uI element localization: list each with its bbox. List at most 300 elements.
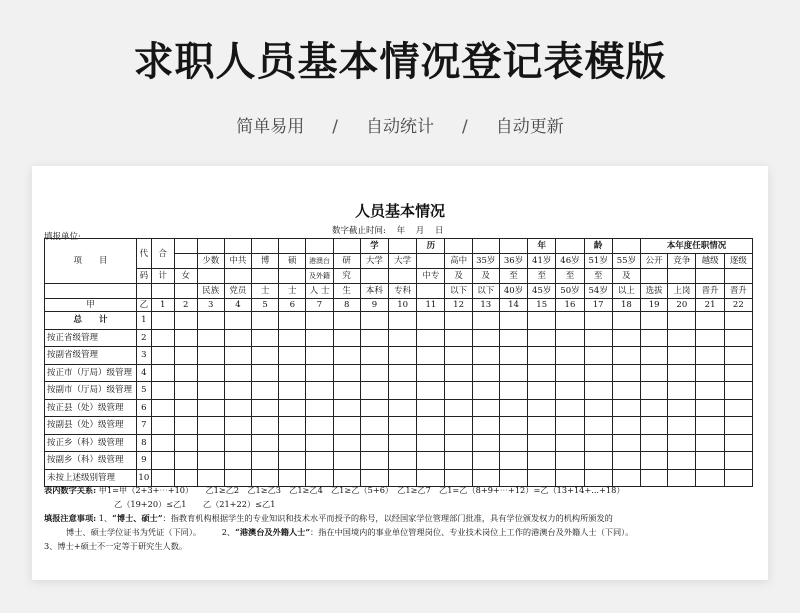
column-number: 2 [174,299,197,312]
column-number: 乙 [137,299,152,312]
data-cell[interactable] [279,399,306,417]
data-cell[interactable] [499,434,527,452]
fill-1-text: ：指教育机构根据学生的专业知识和技术水平而授予的称号，以经国家学位管理部门批准，具有学位颁发权力的机构所颁发的 [162,513,613,523]
data-cell[interactable] [445,452,472,470]
column-number: 21 [696,299,724,312]
data-cell[interactable] [528,399,556,417]
data-cell[interactable] [389,452,417,470]
data-cell[interactable] [499,399,527,417]
row-label: 按正县（处）级管理 [45,399,137,417]
col-compete-top: 竞争 [668,254,696,269]
col-doctor-top: 博 [252,254,279,269]
data-cell[interactable] [252,329,279,347]
fill-2-term: “港澳台及外籍人士” [235,527,311,537]
data-cell[interactable] [417,364,445,382]
data-cell[interactable] [360,329,388,347]
data-cell[interactable] [389,329,417,347]
data-cell[interactable] [556,347,584,365]
data-cell[interactable] [499,347,527,365]
data-cell[interactable] [724,452,752,470]
column-number: 9 [360,299,388,312]
col-highschool-mid: 及 [445,269,472,284]
data-cell[interactable] [197,347,224,365]
data-cell[interactable] [417,329,445,347]
data-cell[interactable] [174,452,197,470]
data-cell[interactable] [499,417,527,435]
data-cell[interactable] [556,434,584,452]
data-cell[interactable] [584,399,612,417]
col-open-top: 公开 [641,254,668,269]
data-cell[interactable] [360,382,388,400]
data-cell[interactable] [360,347,388,365]
data-cell[interactable] [612,417,640,435]
data-cell[interactable] [556,329,584,347]
data-cell[interactable] [641,364,668,382]
data-cell[interactable] [528,312,556,330]
data-cell[interactable] [612,382,640,400]
table-row [45,399,753,417]
col-age36-top: 36岁 [499,254,527,269]
data-cell[interactable] [389,312,417,330]
col-step-bottom: 晋升 [724,284,752,299]
data-cell[interactable] [389,364,417,382]
row-code: 6 [137,399,152,417]
col-age36-bottom: 40岁 [499,284,527,299]
data-cell[interactable] [472,399,499,417]
data-cell[interactable] [224,399,251,417]
col-foreign-top: 港澳台 [306,254,333,269]
data-cell[interactable] [641,382,668,400]
data-cell[interactable] [668,329,696,347]
data-cell[interactable] [556,452,584,470]
data-cell[interactable] [641,312,668,330]
data-cell[interactable] [641,452,668,470]
data-cell[interactable] [445,364,472,382]
col-postgrad-mid: 究 [333,269,360,284]
table-row [45,329,753,347]
data-cell[interactable] [151,399,174,417]
data-cell[interactable] [333,347,360,365]
data-cell[interactable] [612,312,640,330]
data-cell[interactable] [417,452,445,470]
data-cell[interactable] [151,312,174,330]
col-party-top: 中共 [224,254,251,269]
total-header-bottom: 计 [151,269,174,284]
data-cell[interactable] [668,382,696,400]
data-cell[interactable] [197,399,224,417]
row-label: 总 计 [45,312,137,330]
data-rows [45,312,753,487]
data-cell[interactable] [556,382,584,400]
data-cell[interactable] [360,364,388,382]
data-cell[interactable] [279,417,306,435]
row-label: 按副县（处）级管理 [45,417,137,435]
data-cell[interactable] [279,329,306,347]
data-cell[interactable] [668,312,696,330]
data-cell[interactable] [360,417,388,435]
col-age46-mid: 至 [556,269,584,284]
col-age55-mid: 及 [612,269,640,284]
data-cell[interactable] [174,399,197,417]
data-cell[interactable] [668,452,696,470]
data-cell[interactable] [279,452,306,470]
fill-1-prefix: 1、 [98,513,113,523]
data-cell[interactable] [197,382,224,400]
data-cell[interactable] [224,364,251,382]
data-cell[interactable] [306,382,333,400]
data-cell[interactable] [306,312,333,330]
data-cell[interactable] [252,417,279,435]
column-number: 5 [252,299,279,312]
data-cell[interactable] [306,364,333,382]
data-cell[interactable] [584,312,612,330]
row-label: 按副市（厅局）级管理 [45,382,137,400]
data-cell[interactable] [696,399,724,417]
fill-note-1-cont [44,525,756,539]
data-cell[interactable] [724,382,752,400]
poster-title: 求职人员基本情况登记表模版 [133,39,667,85]
column-number-row [45,299,753,312]
col-female: 女 [174,269,197,284]
data-cell[interactable] [445,417,472,435]
data-cell[interactable] [668,399,696,417]
data-cell[interactable] [641,347,668,365]
data-cell[interactable] [279,382,306,400]
data-cell[interactable] [333,364,360,382]
fill-1-term: “博士、硕士” [112,513,163,523]
total-header-top: 合 [151,239,174,269]
data-cell[interactable] [499,364,527,382]
data-cell[interactable] [641,399,668,417]
data-cell[interactable] [612,434,640,452]
col-master-top: 硕 [279,254,306,269]
data-cell[interactable] [151,364,174,382]
data-cell[interactable] [696,329,724,347]
data-cell[interactable] [445,382,472,400]
data-cell[interactable] [360,312,388,330]
data-cell[interactable] [612,399,640,417]
data-cell[interactable] [584,329,612,347]
data-cell[interactable] [584,452,612,470]
data-cell[interactable] [174,329,197,347]
data-cell[interactable] [472,329,499,347]
data-cell[interactable] [724,434,752,452]
data-cell[interactable] [306,347,333,365]
data-cell[interactable] [556,399,584,417]
col-doctor-bottom: 士 [252,284,279,299]
data-cell[interactable] [224,329,251,347]
fill-2-text: ：指在中国境内的事业单位管理岗位、专业技术岗位上工作的港澳台及外籍人士（下同）。 [310,527,634,537]
data-cell[interactable] [472,434,499,452]
data-cell[interactable] [224,347,251,365]
appointment-group: 本年度任职情况 [641,239,753,254]
table-row [45,312,753,330]
data-cell[interactable] [528,434,556,452]
fill-2-prefix: 2、 [221,527,236,537]
data-cell[interactable] [499,329,527,347]
column-number: 11 [417,299,445,312]
data-cell[interactable] [224,452,251,470]
feature-tagline [0,112,800,137]
data-cell[interactable] [224,312,251,330]
data-cell[interactable] [279,364,306,382]
col-highschool-top: 高中 [445,254,472,269]
data-cell[interactable] [499,452,527,470]
col-bachelor-bottom: 本科 [360,284,388,299]
personnel-table [44,238,753,487]
data-cell[interactable] [556,417,584,435]
data-cell[interactable] [333,312,360,330]
data-cell[interactable] [641,329,668,347]
col-age51-bottom: 54岁 [584,284,612,299]
data-cell[interactable] [612,364,640,382]
data-cell[interactable] [584,364,612,382]
data-cell[interactable] [306,417,333,435]
cutoff-day: 日 [435,226,444,236]
data-cell[interactable] [696,417,724,435]
col-age55-bottom: 以上 [612,284,640,299]
data-cell[interactable] [151,382,174,400]
row-label: 按正省级管理 [45,329,137,347]
data-cell[interactable] [696,347,724,365]
data-cell[interactable] [333,452,360,470]
data-cell[interactable] [612,329,640,347]
data-cell[interactable] [174,364,197,382]
data-cell[interactable] [528,452,556,470]
fill-note-1 [44,511,756,525]
data-cell[interactable] [197,434,224,452]
row-code: 1 [137,312,152,330]
data-cell[interactable] [472,417,499,435]
data-cell[interactable] [360,399,388,417]
data-cell[interactable] [724,399,752,417]
data-cell[interactable] [417,434,445,452]
data-cell[interactable] [306,452,333,470]
data-cell[interactable] [584,417,612,435]
data-cell[interactable] [252,399,279,417]
document-title: 人员基本情况 [354,202,445,220]
data-cell[interactable] [641,434,668,452]
data-cell[interactable] [724,312,752,330]
data-cell[interactable] [333,329,360,347]
notes-section [44,483,756,553]
data-cell[interactable] [252,434,279,452]
row-code: 3 [137,347,152,365]
feature-auto-stats: 自动统计 [366,117,434,137]
separator: / [462,117,468,137]
age-group-right: 龄 [584,239,612,254]
code-header-top: 代 [137,239,152,269]
table-row [45,347,753,365]
data-cell[interactable] [333,417,360,435]
data-cell[interactable] [612,452,640,470]
data-cell[interactable] [499,382,527,400]
data-cell[interactable] [445,312,472,330]
data-cell[interactable] [724,364,752,382]
col-college-top: 大学 [389,254,417,269]
column-number: 甲 [45,299,137,312]
table-row [45,452,753,470]
data-cell[interactable] [174,312,197,330]
data-cell[interactable] [306,329,333,347]
table-row [45,382,753,400]
col-postgrad-bottom: 生 [333,284,360,299]
data-cell[interactable] [417,399,445,417]
data-cell[interactable] [556,312,584,330]
data-cell[interactable] [528,347,556,365]
data-cell[interactable] [197,329,224,347]
data-cell[interactable] [333,399,360,417]
relation-text-1: 甲1=甲（2+3+⋯+10） 乙1≥乙2 乙1≥乙3 乙1≥乙4 乙1≥乙（5+6） 乙1≥乙7 乙1=乙（8+9+⋯+12）=乙（13+14+...+18） [98,485,625,495]
data-cell[interactable] [197,417,224,435]
data-cell[interactable] [151,417,174,435]
data-cell[interactable] [224,434,251,452]
column-number: 17 [584,299,612,312]
data-cell[interactable] [174,347,197,365]
data-cell[interactable] [724,347,752,365]
col-party-bottom: 党员 [224,284,251,299]
row-label: 按副乡（科）级管理 [45,452,137,470]
data-cell[interactable] [668,347,696,365]
data-cell[interactable] [252,452,279,470]
data-cell[interactable] [151,347,174,365]
data-cell[interactable] [724,417,752,435]
column-number: 19 [641,299,668,312]
data-cell[interactable] [445,347,472,365]
data-cell[interactable] [472,312,499,330]
row-code: 8 [137,434,152,452]
data-cell[interactable] [696,382,724,400]
data-cell[interactable] [528,329,556,347]
data-cell[interactable] [472,347,499,365]
data-cell[interactable] [389,417,417,435]
col-minority-top: 少数 [197,254,224,269]
data-cell[interactable] [417,347,445,365]
data-cell[interactable] [360,452,388,470]
table-row [45,364,753,382]
data-cell[interactable] [556,364,584,382]
row-label: 按副省级管理 [45,347,137,365]
data-cell[interactable] [360,434,388,452]
data-cell[interactable] [445,434,472,452]
data-cell[interactable] [612,347,640,365]
data-cell[interactable] [279,312,306,330]
row-label: 未按上述级别管理 [45,469,137,487]
data-cell[interactable] [584,434,612,452]
data-cell[interactable] [389,347,417,365]
data-cell[interactable] [417,417,445,435]
data-cell[interactable] [389,434,417,452]
data-cell[interactable] [279,347,306,365]
col-minority-bottom: 民族 [197,284,224,299]
data-cell[interactable] [252,364,279,382]
data-cell[interactable] [306,399,333,417]
col-highschool-bottom: 以下 [445,284,472,299]
data-cell[interactable] [472,452,499,470]
col-step-top: 逐级 [724,254,752,269]
row-label: 按正市（厅局）级管理 [45,364,137,382]
data-cell[interactable] [528,382,556,400]
data-cell[interactable] [499,312,527,330]
row-code: 9 [137,452,152,470]
row-code: 5 [137,382,152,400]
col-master-bottom: 士 [279,284,306,299]
data-cell[interactable] [696,434,724,452]
data-cell[interactable] [668,417,696,435]
column-number: 14 [499,299,527,312]
data-cell[interactable] [197,452,224,470]
data-cell[interactable] [417,312,445,330]
data-cell[interactable] [252,382,279,400]
col-bachelor-top: 大学 [360,254,388,269]
data-cell[interactable] [252,312,279,330]
data-cell[interactable] [472,364,499,382]
data-cell[interactable] [584,382,612,400]
relation-label: 表内数字关系: [44,485,97,495]
data-cell[interactable] [197,364,224,382]
data-cell[interactable] [696,312,724,330]
row-code: 7 [137,417,152,435]
data-cell[interactable] [174,434,197,452]
row-code: 4 [137,364,152,382]
code-header-bottom: 码 [137,269,152,284]
data-cell[interactable] [224,417,251,435]
column-number: 22 [724,299,752,312]
data-cell[interactable] [417,382,445,400]
data-cell[interactable] [151,434,174,452]
data-cell[interactable] [668,364,696,382]
data-cell[interactable] [696,452,724,470]
data-cell[interactable] [174,417,197,435]
data-cell[interactable] [668,434,696,452]
data-cell[interactable] [584,347,612,365]
fill-note-3: 3、博士+硕士不一定等于研究生人数。 [44,541,188,551]
data-cell[interactable] [641,417,668,435]
data-cell[interactable] [389,382,417,400]
column-number: 13 [472,299,499,312]
data-cell[interactable] [224,382,251,400]
data-cell[interactable] [724,329,752,347]
data-cell[interactable] [197,312,224,330]
column-number: 4 [224,299,251,312]
data-cell[interactable] [252,347,279,365]
cutoff-date [332,224,444,236]
col-age51-top: 51岁 [584,254,612,269]
data-cell[interactable] [151,452,174,470]
data-cell[interactable] [333,382,360,400]
data-cell[interactable] [445,329,472,347]
data-cell[interactable] [333,434,360,452]
data-cell[interactable] [472,382,499,400]
column-number: 18 [612,299,640,312]
feature-auto-update: 自动更新 [495,117,564,137]
row-code: 2 [137,329,152,347]
cutoff-month: 月 [415,226,425,236]
data-cell[interactable] [174,382,197,400]
data-cell[interactable] [528,364,556,382]
data-cell[interactable] [279,434,306,452]
data-cell[interactable] [151,329,174,347]
edu-group-right: 历 [417,239,445,254]
col-age41-bottom: 45岁 [528,284,556,299]
data-cell[interactable] [389,399,417,417]
feature-easy: 简单易用 [236,117,305,137]
col-secondary: 中专 [417,269,445,284]
data-cell[interactable] [696,364,724,382]
data-cell[interactable] [445,399,472,417]
data-cell[interactable] [306,434,333,452]
data-cell[interactable] [528,417,556,435]
